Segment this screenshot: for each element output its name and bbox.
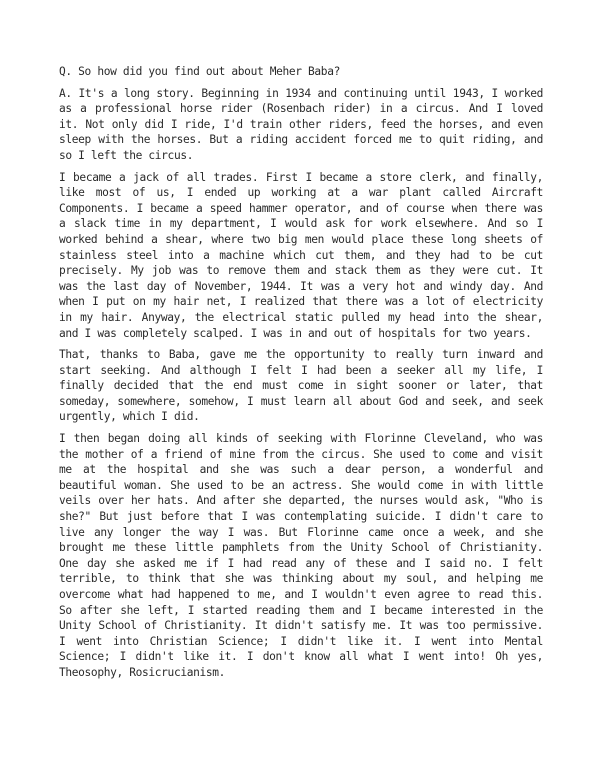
answer-paragraph-1: A. It's a long story. Beginning in 1934 and continuing until 1943, I worked as a professional horse rider (Rosenbach rider) in a circus. And I loved it. Not only did I ride, I'd train other riders, feed the horses, and even sleep with the horses. But a riding accident forced me to quit riding, and so I left the circus. xyxy=(59,86,543,162)
interview-text xyxy=(59,64,543,687)
interview-question: Q. So how did you find out about Meher Baba? xyxy=(59,65,340,78)
answer-paragraph-2: I became a jack of all trades. First I became a store clerk, and finally, like most of us, I ended up working at a war plant called Aircraft Components. I became a speed hammer operator, and of course when there was a slack time in my department, I would ask for work elsewhere. And so I worked behind a shear, where two big men would place these long sheets of stainless steel into a machine which cut them, and they had to be cut precisely. My job was to remove them and stack them as they were cut. It was the last day of November, 1944. It was a very hot and windy day. And when I put on my hair net, I realized that there was a lot of electricity in my hair. Anyway, the electrical static pulled my head into the shear, and I was completely scalped. I was in and out of hospitals for two years. xyxy=(59,170,543,340)
answer-paragraph-3: That, thanks to Baba, gave me the opportunity to really turn inward and start seeking. And although I felt I had been a seeker all my life, I finally decided that the end must come in sight sooner or later, that someday, somewhere, somehow, I must learn all about God and seek, and seek urgently, which I did. xyxy=(59,348,543,424)
answer-paragraph-4: I then began doing all kinds of seeking with Florinne Cleveland, who was the mother of a friend of mine from the circus. She used to come and visit me at the hospital and she was such a dear person, a wonderful and beautiful woman. She used to be an actress. She would come in with little veils over her hats. And after she departed, the nurses would ask, "Who is she?" But just before that I was contemplating suicide. I didn't care to live any longer the way I was. But Florinne came once a week, and she brought me these little pamphlets from the Unity School of Christianity. One day she asked me if I had read any of these and I said no. I felt terrible, to think that she was thinking about my soul, and helping me overcome what had happened to me, and I wouldn't even agree to read this. So after she left, I started reading them and I became interested in the Unity School of Christianity. It didn't satisfy me. It was too permissive. I went into Christian Science; I didn't like it. I went into Mental Science; I didn't like it. I don't know all what I went into! Oh yes, Theosophy, Rosicrucianism. xyxy=(59,432,543,679)
